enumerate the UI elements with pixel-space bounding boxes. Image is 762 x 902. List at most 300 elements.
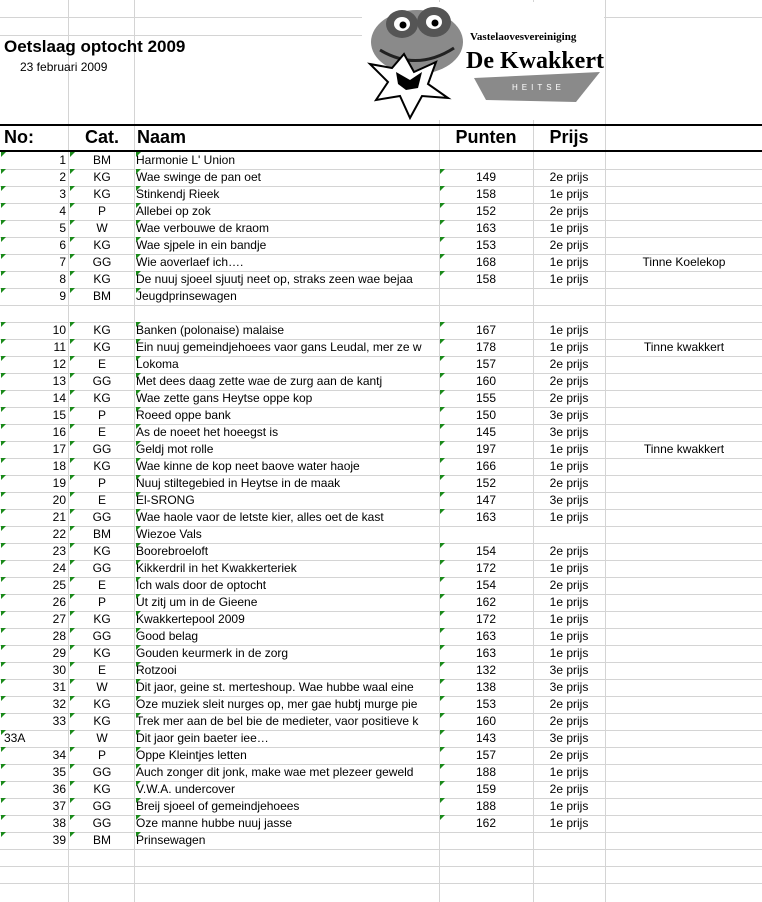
cell-punten[interactable] xyxy=(440,849,532,866)
cell-naam[interactable]: Banken (polonaise) malaise xyxy=(136,323,285,337)
table-row[interactable] xyxy=(0,560,762,578)
cell-naam[interactable]: V.W.A. undercover xyxy=(136,782,235,796)
cell-punten[interactable]: 188 xyxy=(475,765,497,779)
cell-punten[interactable]: 172 xyxy=(475,561,497,575)
cell-no[interactable]: 9 xyxy=(59,289,66,303)
cell-extra[interactable] xyxy=(606,832,762,849)
cell-cat[interactable]: E xyxy=(97,493,106,507)
cell-prijs[interactable] xyxy=(534,526,604,543)
table-row[interactable] xyxy=(0,679,762,697)
cell-prijs[interactable]: 3e prijs xyxy=(549,663,589,677)
cell-no[interactable]: 23 xyxy=(52,544,66,558)
cell-extra[interactable] xyxy=(606,509,762,526)
cell-naam[interactable]: Ut zitj um in de Gieene xyxy=(136,595,258,609)
table-row[interactable] xyxy=(0,152,762,170)
cell-punten[interactable]: 162 xyxy=(475,816,497,830)
cell-cat[interactable]: KG xyxy=(93,238,111,252)
cell-cat[interactable]: P xyxy=(97,476,106,490)
cell-extra[interactable] xyxy=(606,866,762,883)
cell-extra[interactable] xyxy=(606,458,762,475)
cell-punten[interactable]: 178 xyxy=(475,340,497,354)
cell-punten[interactable]: 153 xyxy=(475,238,497,252)
cell-naam[interactable]: Wae kinne de kop neet baove water haoje xyxy=(136,459,360,473)
table-row[interactable] xyxy=(0,458,762,476)
cell-prijs[interactable]: 1e prijs xyxy=(549,459,589,473)
cell-punten[interactable]: 166 xyxy=(475,459,497,473)
cell-prijs[interactable]: 2e prijs xyxy=(549,782,589,796)
table-row[interactable] xyxy=(0,543,762,561)
cell-naam[interactable]: Kwakkertepool 2009 xyxy=(136,612,245,626)
cell-no[interactable]: 28 xyxy=(52,629,66,643)
cell-cat[interactable]: GG xyxy=(92,510,112,524)
cell-punten[interactable]: 163 xyxy=(475,221,497,235)
cell-cat[interactable]: GG xyxy=(92,374,112,388)
cell-punten[interactable]: 160 xyxy=(475,374,497,388)
cell-extra[interactable]: Tinne kwakkert xyxy=(643,340,725,354)
table-row[interactable] xyxy=(0,798,762,816)
table-row[interactable] xyxy=(0,628,762,646)
cell-cat[interactable]: E xyxy=(97,357,106,371)
cell-extra[interactable] xyxy=(606,356,762,373)
cell-no[interactable]: 36 xyxy=(52,782,66,796)
table-row[interactable] xyxy=(0,407,762,425)
table-row[interactable] xyxy=(0,696,762,714)
cell-prijs[interactable]: 2e prijs xyxy=(549,374,589,388)
table-row[interactable] xyxy=(0,186,762,204)
cell-cat[interactable]: KG xyxy=(93,544,111,558)
cell-extra[interactable] xyxy=(606,849,762,866)
table-row[interactable] xyxy=(0,526,762,544)
cell-no[interactable]: 8 xyxy=(59,272,66,286)
cell-cat[interactable]: GG xyxy=(92,442,112,456)
table-row[interactable] xyxy=(0,866,762,884)
table-row[interactable] xyxy=(0,662,762,680)
cell-extra[interactable] xyxy=(606,679,762,696)
cell-cat[interactable]: KG xyxy=(93,714,111,728)
cell-punten[interactable]: 138 xyxy=(475,680,497,694)
cell-prijs[interactable]: 1e prijs xyxy=(549,221,589,235)
cell-extra[interactable] xyxy=(606,169,762,186)
cell-cat[interactable]: E xyxy=(97,578,106,592)
cell-cat[interactable]: P xyxy=(97,204,106,218)
cell-prijs[interactable]: 3e prijs xyxy=(549,731,589,745)
table-row[interactable] xyxy=(0,288,762,306)
cell-no[interactable]: 12 xyxy=(52,357,66,371)
cell-naam[interactable] xyxy=(136,849,438,866)
cell-prijs[interactable]: 1e prijs xyxy=(549,629,589,643)
cell-no[interactable]: 16 xyxy=(52,425,66,439)
cell-extra[interactable] xyxy=(606,492,762,509)
table-row[interactable] xyxy=(0,713,762,731)
cell-prijs[interactable] xyxy=(534,152,604,169)
cell-punten[interactable]: 145 xyxy=(475,425,497,439)
cell-extra[interactable] xyxy=(606,594,762,611)
cell-punten[interactable]: 157 xyxy=(475,357,497,371)
cell-prijs[interactable]: 1e prijs xyxy=(549,510,589,524)
cell-naam[interactable]: Wie aoverlaef ich…. xyxy=(136,255,244,269)
cell-cat[interactable]: KG xyxy=(93,612,111,626)
cell-cat[interactable]: GG xyxy=(92,799,112,813)
cell-punten[interactable]: 163 xyxy=(475,646,497,660)
cell-prijs[interactable] xyxy=(534,305,604,322)
cell-prijs[interactable]: 1e prijs xyxy=(549,799,589,813)
cell-no[interactable]: 27 xyxy=(52,612,66,626)
cell-punten[interactable]: 162 xyxy=(475,595,497,609)
cell-extra[interactable] xyxy=(606,288,762,305)
table-row[interactable] xyxy=(0,424,762,442)
cell-no[interactable]: 2 xyxy=(59,170,66,184)
cell-cat[interactable]: KG xyxy=(93,272,111,286)
table-row[interactable] xyxy=(0,237,762,255)
cell-punten[interactable]: 158 xyxy=(475,187,497,201)
cell-naam[interactable]: Breij sjoeel of gemeindjehoees xyxy=(136,799,300,813)
table-row[interactable] xyxy=(0,220,762,238)
cell-prijs[interactable]: 2e prijs xyxy=(549,578,589,592)
cell-naam[interactable]: Oze muziek sleit nurges op, mer gae hubtj murge pie xyxy=(136,697,418,711)
cell-punten[interactable] xyxy=(440,526,532,543)
cell-no[interactable]: 14 xyxy=(52,391,66,405)
cell-prijs[interactable]: 1e prijs xyxy=(549,595,589,609)
table-row[interactable] xyxy=(0,305,762,323)
table-row[interactable] xyxy=(0,339,762,357)
cell-punten[interactable]: 159 xyxy=(475,782,497,796)
table-row[interactable] xyxy=(0,271,762,289)
cell-cat[interactable]: W xyxy=(96,680,108,694)
cell-punten[interactable]: 153 xyxy=(475,697,497,711)
cell-cat[interactable]: BM xyxy=(93,153,111,167)
cell-naam[interactable]: Wae verbouwe de kraom xyxy=(136,221,269,235)
table-row[interactable] xyxy=(0,832,762,850)
cell-cat[interactable]: KG xyxy=(93,697,111,711)
cell-cat[interactable]: P xyxy=(97,408,106,422)
cell-no[interactable]: 17 xyxy=(52,442,66,456)
cell-cat[interactable]: BM xyxy=(93,289,111,303)
cell-punten[interactable]: 160 xyxy=(475,714,497,728)
cell-naam[interactable]: Oppe Kleintjes letten xyxy=(136,748,247,762)
cell-naam[interactable]: Roeed oppe bank xyxy=(136,408,231,422)
table-row[interactable] xyxy=(0,254,762,272)
cell-no[interactable]: 32 xyxy=(52,697,66,711)
cell-prijs[interactable] xyxy=(534,866,604,883)
cell-naam[interactable]: Boorebroeloft xyxy=(136,544,209,558)
cell-extra[interactable] xyxy=(606,424,762,441)
cell-naam[interactable]: Trek mer aan de bel bie de medieter, vaor positieve k xyxy=(136,714,419,728)
table-row[interactable] xyxy=(0,577,762,595)
cell-no[interactable]: 19 xyxy=(52,476,66,490)
cell-cat[interactable]: GG xyxy=(92,816,112,830)
cell-extra[interactable] xyxy=(606,203,762,220)
cell-extra[interactable] xyxy=(606,662,762,679)
cell-cat[interactable]: BM xyxy=(93,833,111,847)
table-row[interactable] xyxy=(0,203,762,221)
cell-extra[interactable] xyxy=(606,645,762,662)
cell-no[interactable]: 13 xyxy=(52,374,66,388)
cell-extra[interactable]: Tinne kwakkert xyxy=(643,442,725,456)
cell-prijs[interactable]: 2e prijs xyxy=(549,748,589,762)
cell-punten[interactable]: 143 xyxy=(475,731,497,745)
cell-prijs[interactable]: 2e prijs xyxy=(549,697,589,711)
cell-no[interactable]: 24 xyxy=(52,561,66,575)
cell-naam[interactable]: Wae swinge de pan oet xyxy=(136,170,261,184)
cell-prijs[interactable]: 2e prijs xyxy=(549,544,589,558)
cell-punten[interactable]: 132 xyxy=(475,663,497,677)
cell-no[interactable]: 33A xyxy=(4,731,26,745)
cell-punten[interactable]: 152 xyxy=(475,204,497,218)
table-row[interactable] xyxy=(0,475,762,493)
cell-extra[interactable] xyxy=(606,747,762,764)
cell-naam[interactable]: Met dees daag zette wae de zurg aan de kantj xyxy=(136,374,383,388)
cell-punten[interactable]: 150 xyxy=(475,408,497,422)
cell-naam[interactable]: Nuuj stiltegebied in Heytse in de maak xyxy=(136,476,341,490)
table-row[interactable] xyxy=(0,781,762,799)
cell-no[interactable]: 7 xyxy=(59,255,66,269)
table-row[interactable] xyxy=(0,815,762,833)
cell-extra[interactable] xyxy=(606,696,762,713)
cell-naam[interactable] xyxy=(136,866,438,883)
cell-extra[interactable] xyxy=(606,322,762,339)
cell-cat[interactable]: GG xyxy=(92,629,112,643)
cell-no[interactable]: 6 xyxy=(59,238,66,252)
cell-extra[interactable] xyxy=(606,526,762,543)
cell-no[interactable]: 34 xyxy=(52,748,66,762)
cell-prijs[interactable]: 2e prijs xyxy=(549,357,589,371)
cell-punten[interactable]: 188 xyxy=(475,799,497,813)
cell-prijs[interactable] xyxy=(534,288,604,305)
cell-cat[interactable]: P xyxy=(97,595,106,609)
cell-extra[interactable] xyxy=(606,543,762,560)
cell-punten[interactable]: 158 xyxy=(475,272,497,286)
cell-no[interactable]: 26 xyxy=(52,595,66,609)
cell-no[interactable]: 10 xyxy=(52,323,66,337)
cell-extra[interactable] xyxy=(606,373,762,390)
cell-prijs[interactable]: 2e prijs xyxy=(549,238,589,252)
cell-naam[interactable]: Kikkerdril in het Kwakkerteriek xyxy=(136,561,297,575)
cell-naam[interactable] xyxy=(136,305,438,322)
cell-cat[interactable]: GG xyxy=(92,255,112,269)
table-row[interactable] xyxy=(0,441,762,459)
cell-extra[interactable] xyxy=(606,730,762,747)
cell-extra[interactable] xyxy=(606,220,762,237)
cell-prijs[interactable]: 1e prijs xyxy=(549,561,589,575)
cell-extra[interactable] xyxy=(606,475,762,492)
cell-punten[interactable] xyxy=(440,866,532,883)
table-row[interactable] xyxy=(0,356,762,374)
cell-prijs[interactable]: 2e prijs xyxy=(549,170,589,184)
cell-cat[interactable]: KG xyxy=(93,340,111,354)
table-row[interactable] xyxy=(0,509,762,527)
table-row[interactable] xyxy=(0,730,762,748)
cell-punten[interactable] xyxy=(440,305,532,322)
cell-punten[interactable]: 152 xyxy=(475,476,497,490)
cell-no[interactable]: 22 xyxy=(52,527,66,541)
cell-prijs[interactable]: 1e prijs xyxy=(549,646,589,660)
cell-no[interactable] xyxy=(0,849,66,866)
cell-prijs[interactable]: 1e prijs xyxy=(549,442,589,456)
cell-no[interactable]: 21 xyxy=(52,510,66,524)
cell-extra[interactable] xyxy=(606,713,762,730)
cell-punten[interactable] xyxy=(440,832,532,849)
cell-no[interactable]: 30 xyxy=(52,663,66,677)
table-row[interactable] xyxy=(0,747,762,765)
cell-punten[interactable]: 167 xyxy=(475,323,497,337)
cell-no[interactable] xyxy=(0,866,66,883)
cell-punten[interactable]: 157 xyxy=(475,748,497,762)
cell-naam[interactable]: Allebei op zok xyxy=(136,204,211,218)
cell-no[interactable]: 15 xyxy=(52,408,66,422)
cell-naam[interactable]: Dit jaor, geine st. merteshoup. Wae hubbe waal eine xyxy=(136,680,414,694)
cell-naam[interactable]: Stinkendj Rieek xyxy=(136,187,220,201)
cell-naam[interactable]: De nuuj sjoeel sjuutj neet op, straks zeen wae bejaa xyxy=(136,272,413,286)
cell-cat[interactable]: BM xyxy=(93,527,111,541)
cell-punten[interactable]: 147 xyxy=(475,493,497,507)
cell-cat[interactable]: KG xyxy=(93,187,111,201)
cell-extra[interactable] xyxy=(606,560,762,577)
cell-punten[interactable]: 163 xyxy=(475,510,497,524)
table-row[interactable] xyxy=(0,611,762,629)
cell-naam[interactable]: Wae zette gans Heytse oppe kop xyxy=(136,391,313,405)
cell-naam[interactable]: Ein nuuj gemeindjehoees vaor gans Leudal, mer ze w xyxy=(136,340,422,354)
cell-prijs[interactable]: 1e prijs xyxy=(549,816,589,830)
cell-naam[interactable]: Wae sjpele in ein bandje xyxy=(136,238,267,252)
cell-cat[interactable]: KG xyxy=(93,323,111,337)
cell-no[interactable]: 39 xyxy=(52,833,66,847)
cell-cat[interactable]: P xyxy=(97,748,106,762)
cell-cat[interactable]: GG xyxy=(92,561,112,575)
cell-no[interactable]: 20 xyxy=(52,493,66,507)
cell-no[interactable] xyxy=(0,305,66,322)
cell-naam[interactable]: Ich wals door de optocht xyxy=(136,578,267,592)
cell-extra[interactable] xyxy=(606,815,762,832)
cell-prijs[interactable]: 1e prijs xyxy=(549,255,589,269)
cell-punten[interactable]: 163 xyxy=(475,629,497,643)
cell-punten[interactable]: 154 xyxy=(475,578,497,592)
cell-no[interactable]: 33 xyxy=(52,714,66,728)
cell-cat[interactable]: KG xyxy=(93,170,111,184)
cell-punten[interactable] xyxy=(440,152,532,169)
table-row[interactable] xyxy=(0,373,762,391)
table-row[interactable] xyxy=(0,492,762,510)
cell-prijs[interactable]: 2e prijs xyxy=(549,476,589,490)
cell-no[interactable]: 11 xyxy=(53,340,66,354)
cell-cat[interactable] xyxy=(70,305,134,322)
table-row[interactable] xyxy=(0,169,762,187)
cell-extra[interactable] xyxy=(606,152,762,169)
cell-no[interactable]: 4 xyxy=(59,204,66,218)
table-row[interactable] xyxy=(0,322,762,340)
table-row[interactable] xyxy=(0,390,762,408)
cell-extra[interactable] xyxy=(606,781,762,798)
cell-extra[interactable] xyxy=(606,237,762,254)
cell-prijs[interactable]: 2e prijs xyxy=(549,714,589,728)
cell-no[interactable]: 3 xyxy=(59,187,66,201)
cell-no[interactable]: 38 xyxy=(52,816,66,830)
cell-no[interactable]: 25 xyxy=(52,578,66,592)
cell-naam[interactable]: Harmonie L' Union xyxy=(136,153,236,167)
cell-no[interactable]: 29 xyxy=(52,646,66,660)
cell-prijs[interactable]: 3e prijs xyxy=(549,408,589,422)
cell-extra[interactable] xyxy=(606,798,762,815)
cell-no[interactable]: 31 xyxy=(52,680,66,694)
cell-extra[interactable] xyxy=(606,407,762,424)
cell-extra[interactable] xyxy=(606,271,762,288)
cell-naam[interactable]: As de noeet het hoeegst is xyxy=(136,425,279,439)
cell-naam[interactable]: Wiezoe Vals xyxy=(136,527,202,541)
cell-naam[interactable]: Auch zonger dit jonk, make wae met plezeer geweld xyxy=(136,765,414,779)
cell-prijs[interactable] xyxy=(534,832,604,849)
cell-punten[interactable]: 155 xyxy=(475,391,497,405)
cell-no[interactable]: 5 xyxy=(59,221,66,235)
cell-prijs[interactable]: 1e prijs xyxy=(549,272,589,286)
cell-prijs[interactable] xyxy=(534,849,604,866)
cell-cat[interactable]: W xyxy=(96,221,108,235)
table-row[interactable] xyxy=(0,645,762,663)
cell-no[interactable]: 37 xyxy=(52,799,66,813)
cell-prijs[interactable]: 1e prijs xyxy=(549,340,589,354)
cell-extra[interactable] xyxy=(606,611,762,628)
cell-naam[interactable]: Wae haole vaor de letste kier, alles oet de kast xyxy=(136,510,384,524)
cell-naam[interactable]: Lokoma xyxy=(136,357,179,371)
cell-prijs[interactable]: 3e prijs xyxy=(549,493,589,507)
cell-naam[interactable]: Dit jaor gein baeter iee… xyxy=(136,731,269,745)
cell-no[interactable]: 1 xyxy=(59,153,66,167)
table-row[interactable] xyxy=(0,594,762,612)
cell-punten[interactable]: 197 xyxy=(475,442,497,456)
cell-cat[interactable] xyxy=(70,866,134,883)
cell-cat[interactable]: E xyxy=(97,663,106,677)
cell-extra[interactable] xyxy=(606,390,762,407)
cell-extra[interactable] xyxy=(606,577,762,594)
cell-extra[interactable]: Tinne Koelekop xyxy=(642,255,726,269)
cell-no[interactable]: 18 xyxy=(52,459,66,473)
cell-cat[interactable] xyxy=(70,849,134,866)
cell-punten[interactable]: 168 xyxy=(475,255,497,269)
cell-cat[interactable]: KG xyxy=(93,459,111,473)
cell-no[interactable]: 35 xyxy=(52,765,66,779)
cell-punten[interactable]: 154 xyxy=(475,544,497,558)
table-row[interactable] xyxy=(0,849,762,867)
cell-prijs[interactable]: 1e prijs xyxy=(549,323,589,337)
cell-prijs[interactable]: 2e prijs xyxy=(549,204,589,218)
cell-naam[interactable]: Rotzooi xyxy=(136,663,177,677)
cell-extra[interactable] xyxy=(606,628,762,645)
cell-prijs[interactable]: 3e prijs xyxy=(549,680,589,694)
cell-extra[interactable] xyxy=(606,186,762,203)
cell-naam[interactable]: Prinsewagen xyxy=(136,833,206,847)
cell-naam[interactable]: Oze manne hubbe nuuj jasse xyxy=(136,816,293,830)
cell-extra[interactable] xyxy=(606,764,762,781)
cell-punten[interactable]: 149 xyxy=(475,170,497,184)
cell-cat[interactable]: KG xyxy=(93,782,111,796)
cell-cat[interactable]: KG xyxy=(93,391,111,405)
table-row[interactable] xyxy=(0,764,762,782)
cell-prijs[interactable]: 1e prijs xyxy=(549,612,589,626)
cell-cat[interactable]: E xyxy=(97,425,106,439)
cell-punten[interactable] xyxy=(440,288,532,305)
cell-prijs[interactable]: 3e prijs xyxy=(549,425,589,439)
cell-cat[interactable]: W xyxy=(96,731,108,745)
cell-punten[interactable]: 172 xyxy=(475,612,497,626)
cell-extra[interactable] xyxy=(606,305,762,322)
cell-cat[interactable]: KG xyxy=(93,646,111,660)
cell-naam[interactable]: Jeugdprinsewagen xyxy=(136,289,237,303)
cell-prijs[interactable]: 1e prijs xyxy=(549,765,589,779)
cell-cat[interactable]: GG xyxy=(92,765,112,779)
cell-naam[interactable]: Geldj mot rolle xyxy=(136,442,214,456)
cell-naam[interactable]: Gouden keurmerk in de zorg xyxy=(136,646,289,660)
cell-naam[interactable]: Good belag xyxy=(136,629,199,643)
cell-prijs[interactable]: 2e prijs xyxy=(549,391,589,405)
cell-prijs[interactable]: 1e prijs xyxy=(549,187,589,201)
